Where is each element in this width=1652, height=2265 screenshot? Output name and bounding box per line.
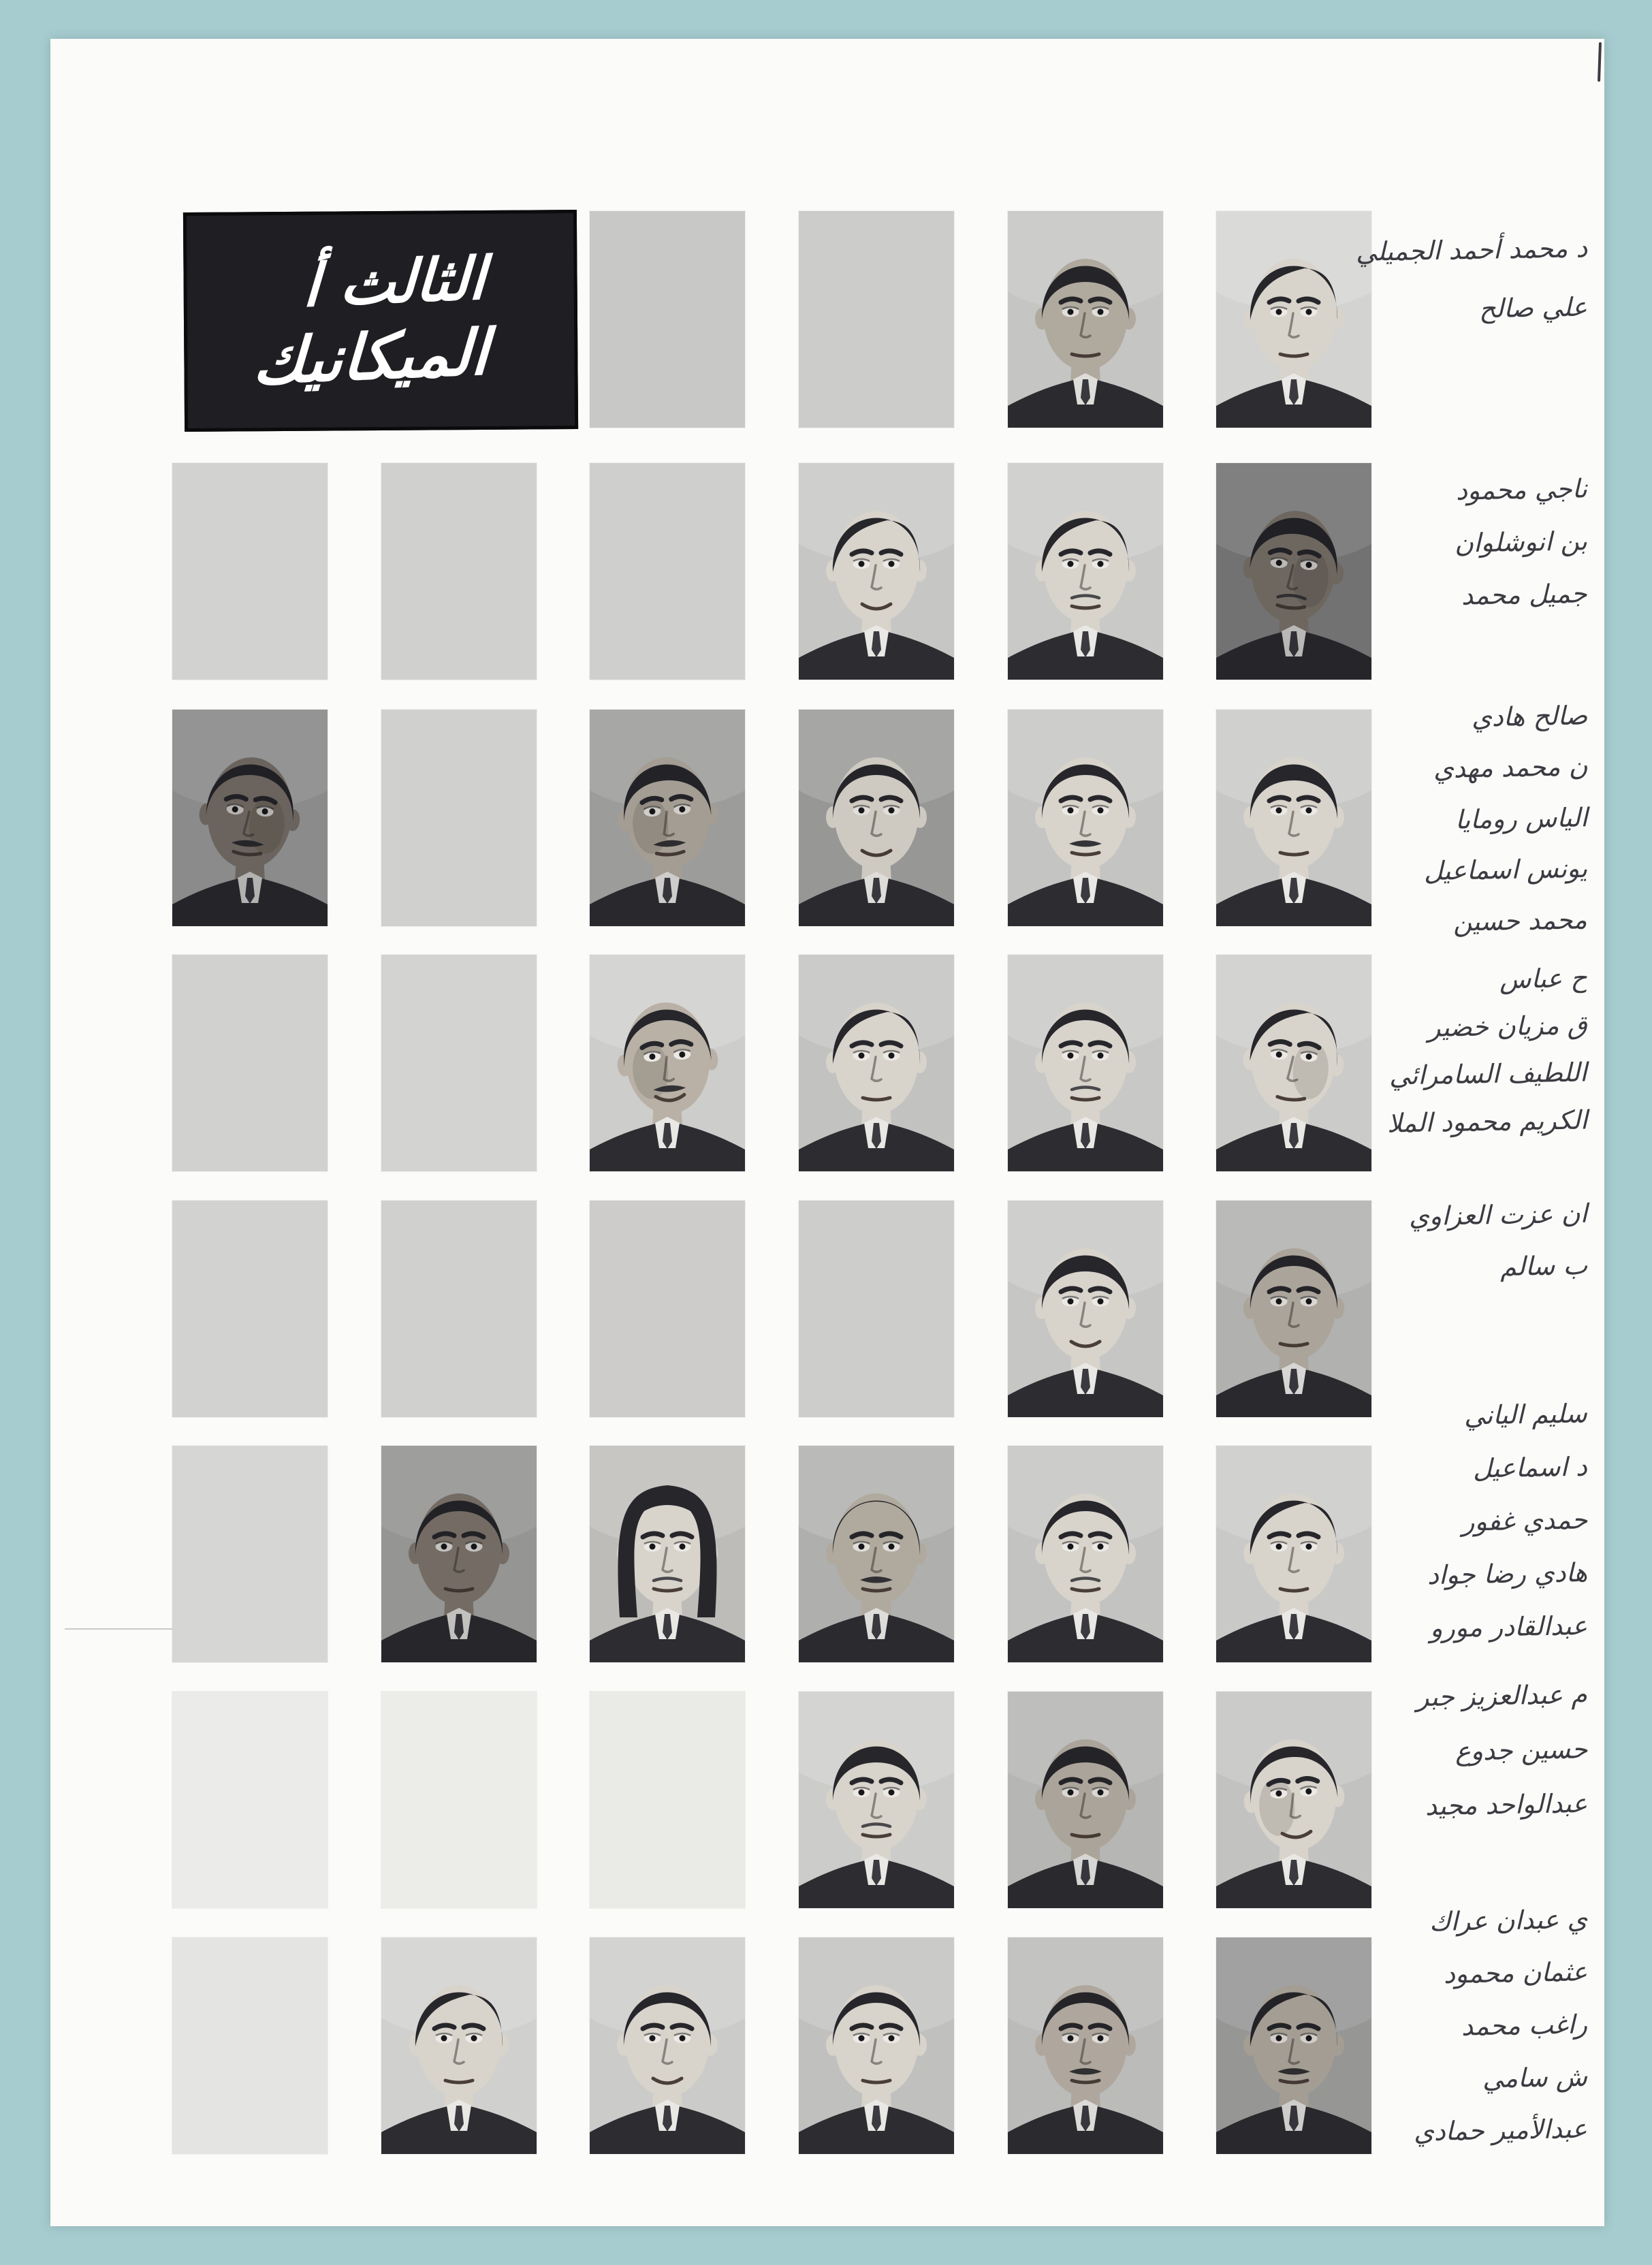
blank-photo-slot bbox=[799, 1201, 954, 1417]
portrait-photo bbox=[1216, 1201, 1371, 1417]
portrait-photo bbox=[590, 955, 745, 1171]
portrait-photo bbox=[1008, 710, 1163, 926]
student-name: اللطيف السامرائي bbox=[1389, 1057, 1588, 1091]
student-name: د محمد أحمد الجميلي bbox=[1355, 233, 1588, 267]
pencil-line-mark bbox=[65, 1628, 174, 1630]
student-name: حسين جدوع bbox=[1455, 1734, 1588, 1767]
portrait-photo bbox=[1216, 955, 1371, 1171]
blank-photo-slot bbox=[590, 211, 745, 428]
student-name: محمد حسين bbox=[1452, 904, 1588, 937]
portrait-photo bbox=[381, 1446, 537, 1662]
class-title-line2: الميكانيك bbox=[251, 315, 490, 398]
blank-photo-slot bbox=[172, 1446, 328, 1662]
portrait-photo bbox=[590, 710, 745, 926]
student-name: بن انوشلوان bbox=[1454, 526, 1588, 558]
ruled-blank-photo-slot bbox=[381, 1692, 537, 1908]
student-name: ن محمد مهدي bbox=[1433, 751, 1588, 784]
portrait-photo bbox=[1216, 710, 1371, 926]
student-name: عبدالقادر مورو bbox=[1429, 1610, 1588, 1644]
portrait-photo bbox=[1008, 1937, 1163, 2154]
student-name: علي صالح bbox=[1478, 291, 1588, 324]
portrait-photo bbox=[799, 463, 954, 680]
portrait-photo bbox=[381, 1937, 537, 2154]
portrait-photo bbox=[799, 955, 954, 1171]
portrait-photo bbox=[1008, 1201, 1163, 1417]
student-name: جميل محمد bbox=[1461, 578, 1588, 611]
ruled-blank-photo-slot bbox=[172, 1937, 328, 2154]
portrait-photo bbox=[590, 1446, 745, 1662]
portrait-photo bbox=[799, 1692, 954, 1908]
student-name: عبدالواحد مجيد bbox=[1425, 1788, 1588, 1822]
student-name: د اسماعيل bbox=[1472, 1451, 1588, 1484]
portrait-photo bbox=[1008, 1692, 1163, 1908]
portrait-photo bbox=[799, 710, 954, 926]
portrait-photo bbox=[1216, 211, 1371, 428]
portrait-photo bbox=[1216, 463, 1371, 680]
student-name: حمدي غفور bbox=[1461, 1504, 1588, 1537]
portrait-photo bbox=[1008, 955, 1163, 1171]
blank-photo-slot bbox=[381, 1201, 537, 1417]
blank-photo-slot bbox=[590, 1201, 745, 1417]
student-name: عبدالأمير حمادي bbox=[1413, 2113, 1588, 2147]
blank-photo-slot bbox=[381, 955, 537, 1171]
student-name: ب سالم bbox=[1499, 1250, 1588, 1282]
portrait-photo bbox=[1008, 463, 1163, 680]
student-name: ش سامي bbox=[1482, 2061, 1588, 2094]
portrait-photo bbox=[1216, 1692, 1371, 1908]
portrait-photo bbox=[1008, 211, 1163, 428]
blank-photo-slot bbox=[172, 463, 328, 680]
student-name: ح عباس bbox=[1499, 962, 1588, 995]
student-name: هادي رضا جواد bbox=[1427, 1557, 1588, 1591]
class-title-plate bbox=[183, 210, 578, 432]
blank-photo-slot bbox=[590, 463, 745, 680]
student-name: الكريم محمود الملا bbox=[1386, 1105, 1588, 1139]
portrait-photo bbox=[1008, 1446, 1163, 1662]
portrait-photo bbox=[172, 710, 328, 926]
student-name: عثمان محمود bbox=[1443, 1957, 1588, 1989]
portrait-photo bbox=[590, 1937, 745, 2154]
ruled-blank-photo-slot bbox=[172, 1692, 328, 1908]
blank-photo-slot bbox=[172, 955, 328, 1171]
blank-photo-slot bbox=[799, 211, 954, 428]
student-name: الياس رومايا bbox=[1455, 802, 1588, 835]
blank-photo-slot bbox=[381, 463, 537, 680]
student-name: راغب محمد bbox=[1461, 2009, 1588, 2042]
portrait-photo bbox=[1216, 1937, 1371, 2154]
student-name: ي عبدان عراك bbox=[1429, 1903, 1588, 1937]
student-name: يونس اسماعيل bbox=[1423, 853, 1588, 887]
student-name: صالح هادي bbox=[1471, 700, 1588, 733]
ruled-blank-photo-slot bbox=[590, 1692, 745, 1908]
student-name: ق مزيان خضير bbox=[1427, 1009, 1588, 1043]
blank-photo-slot bbox=[172, 1201, 328, 1417]
portrait-photo bbox=[799, 1937, 954, 2154]
class-title-line1: الثالث أ bbox=[301, 244, 487, 320]
student-name: ان عزت العزاوي bbox=[1408, 1198, 1588, 1232]
portrait-photo bbox=[1216, 1446, 1371, 1662]
student-name: سليم الياني bbox=[1463, 1398, 1588, 1431]
portrait-photo bbox=[799, 1446, 954, 1662]
student-name: ناجي محمود bbox=[1455, 473, 1588, 506]
student-name: م عبدالعزيز جبر bbox=[1416, 1679, 1588, 1713]
blank-photo-slot bbox=[381, 710, 537, 926]
